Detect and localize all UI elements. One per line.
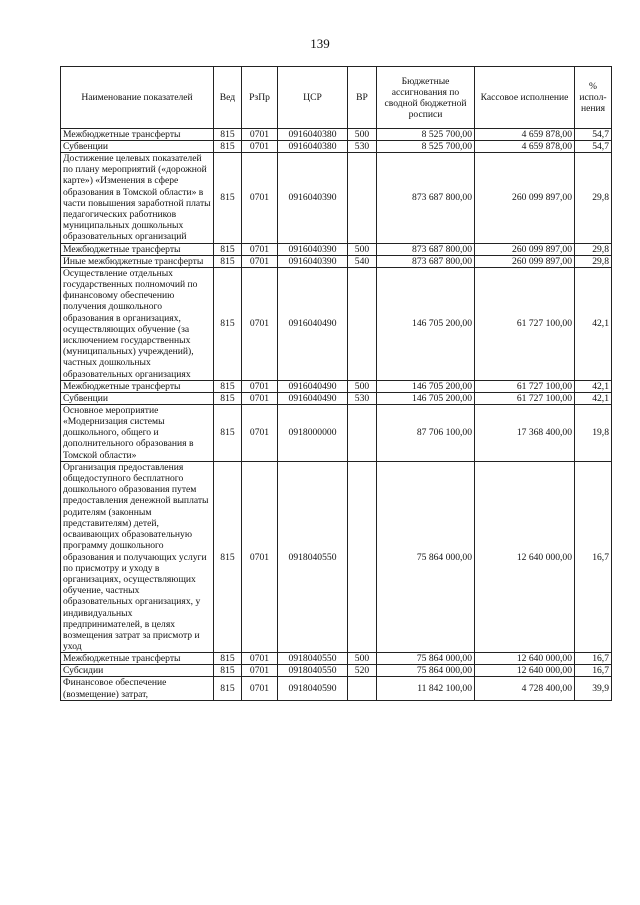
cell-vr	[348, 153, 377, 244]
cell-vr: 520	[348, 665, 377, 677]
cell-csr: 0916040390	[278, 153, 348, 244]
cell-csr: 0916040380	[278, 141, 348, 153]
cell-assign: 87 706 100,00	[377, 404, 475, 461]
cell-assign: 8 525 700,00	[377, 141, 475, 153]
cell-name: Иные межбюджетные трансферты	[61, 255, 214, 267]
cell-pct: 42,1	[575, 392, 612, 404]
cell-rzpr: 0701	[242, 243, 278, 255]
cell-cash: 260 099 897,00	[475, 255, 575, 267]
cell-rzpr: 0701	[242, 153, 278, 244]
cell-assign: 146 705 200,00	[377, 380, 475, 392]
cell-cash: 61 727 100,00	[475, 392, 575, 404]
cell-vr: 500	[348, 653, 377, 665]
cell-pct: 29,8	[575, 153, 612, 244]
table-row	[61, 653, 612, 665]
cell-assign: 873 687 800,00	[377, 243, 475, 255]
cell-cash: 4 728 400,00	[475, 677, 575, 700]
cell-vr: 530	[348, 141, 377, 153]
cell-pct: 16,7	[575, 665, 612, 677]
cell-pct: 19,8	[575, 404, 612, 461]
cell-cash: 12 640 000,00	[475, 665, 575, 677]
cell-rzpr: 0701	[242, 141, 278, 153]
cell-name: Финансовое обеспечение (возмещение) затрат,	[61, 677, 214, 700]
cell-name: Достижение целевых показателей по плану мероприятий («дорожной карте») «Изменения в сфере образования в Томской области» в части повышения заработной платы педагогических работников муниципальных дошкольных образовательных организаций	[61, 153, 214, 244]
cell-ved: 815	[214, 153, 242, 244]
cell-cash: 4 659 878,00	[475, 141, 575, 153]
cell-name: Субвенции	[61, 141, 214, 153]
cell-cash: 61 727 100,00	[475, 380, 575, 392]
table-row	[61, 380, 612, 392]
cell-vr	[348, 677, 377, 700]
cell-csr: 0916040380	[278, 129, 348, 141]
cell-ved: 815	[214, 404, 242, 461]
budget-table	[60, 66, 612, 701]
cell-name: Субсидии	[61, 665, 214, 677]
cell-vr: 500	[348, 129, 377, 141]
table-row	[61, 267, 612, 380]
table-row	[61, 153, 612, 244]
cell-pct: 29,8	[575, 255, 612, 267]
header-rzpr: РзПр	[242, 67, 278, 129]
table-row	[61, 677, 612, 700]
cell-rzpr: 0701	[242, 392, 278, 404]
cell-csr: 0918040590	[278, 677, 348, 700]
cell-csr: 0916040390	[278, 243, 348, 255]
cell-cash: 12 640 000,00	[475, 653, 575, 665]
cell-pct: 29,8	[575, 243, 612, 255]
cell-csr: 0916040390	[278, 255, 348, 267]
cell-name: Осуществление отдельных государственных полномочий по финансовому обеспечению получения дошкольного образования в организациях, осуществляющих обучение (за исключением государственных (муниципальных) учреждений), частных дошкольных образовательных организациях	[61, 267, 214, 380]
cell-name: Межбюджетные трансферты	[61, 129, 214, 141]
cell-cash: 260 099 897,00	[475, 243, 575, 255]
cell-name: Межбюджетные трансферты	[61, 653, 214, 665]
table-header-row	[61, 67, 612, 129]
cell-vr: 540	[348, 255, 377, 267]
cell-csr: 0918040550	[278, 461, 348, 652]
cell-csr: 0918000000	[278, 404, 348, 461]
cell-ved: 815	[214, 461, 242, 652]
cell-ved: 815	[214, 267, 242, 380]
cell-pct: 54,7	[575, 141, 612, 153]
cell-ved: 815	[214, 141, 242, 153]
cell-rzpr: 0701	[242, 653, 278, 665]
cell-pct: 42,1	[575, 267, 612, 380]
cell-vr	[348, 267, 377, 380]
cell-cash: 260 099 897,00	[475, 153, 575, 244]
table-row	[61, 392, 612, 404]
table-row	[61, 255, 612, 267]
cell-rzpr: 0701	[242, 267, 278, 380]
cell-csr: 0916040490	[278, 267, 348, 380]
header-pct: % испол-нения	[575, 67, 612, 129]
cell-ved: 815	[214, 255, 242, 267]
cell-csr: 0918040550	[278, 665, 348, 677]
cell-csr: 0916040490	[278, 392, 348, 404]
cell-name: Межбюджетные трансферты	[61, 243, 214, 255]
cell-rzpr: 0701	[242, 255, 278, 267]
cell-name: Основное мероприятие «Модернизация системы дошкольного, общего и дополнительного образования в Томской области»	[61, 404, 214, 461]
header-assign: Бюджетные ассигнования по сводной бюджетной росписи	[377, 67, 475, 129]
cell-pct: 42,1	[575, 380, 612, 392]
table-row	[61, 665, 612, 677]
cell-ved: 815	[214, 677, 242, 700]
cell-ved: 815	[214, 392, 242, 404]
cell-assign: 75 864 000,00	[377, 461, 475, 652]
cell-name: Субвенции	[61, 392, 214, 404]
cell-assign: 11 842 100,00	[377, 677, 475, 700]
cell-rzpr: 0701	[242, 380, 278, 392]
header-cash: Кассовое исполнение	[475, 67, 575, 129]
table-row	[61, 141, 612, 153]
cell-pct: 54,7	[575, 129, 612, 141]
cell-assign: 146 705 200,00	[377, 392, 475, 404]
table-row	[61, 404, 612, 461]
cell-pct: 39,9	[575, 677, 612, 700]
page-number: 139	[310, 36, 330, 51]
table-row	[61, 243, 612, 255]
cell-vr	[348, 404, 377, 461]
cell-rzpr: 0701	[242, 129, 278, 141]
cell-assign: 75 864 000,00	[377, 653, 475, 665]
cell-rzpr: 0701	[242, 404, 278, 461]
cell-cash: 12 640 000,00	[475, 461, 575, 652]
table-row	[61, 129, 612, 141]
cell-pct: 16,7	[575, 461, 612, 652]
cell-name: Организация предоставления общедоступного бесплатного дошкольного образования путем предоставления денежной выплаты родителям (законным представителям) детей, осваивающих образовательную программу дошкольного образования и получающих услуги по присмотру и уходу в организациях, осуществляющих обучение, частных образовательных организациях, у индивидуальных предпринимателей, в целях возмещения затрат за присмотр и уход	[61, 461, 214, 652]
cell-name: Межбюджетные трансферты	[61, 380, 214, 392]
cell-ved: 815	[214, 380, 242, 392]
header-csr: ЦСР	[278, 67, 348, 129]
cell-rzpr: 0701	[242, 461, 278, 652]
cell-ved: 815	[214, 665, 242, 677]
cell-assign: 8 525 700,00	[377, 129, 475, 141]
cell-assign: 873 687 800,00	[377, 255, 475, 267]
cell-vr: 500	[348, 380, 377, 392]
cell-cash: 61 727 100,00	[475, 267, 575, 380]
cell-assign: 146 705 200,00	[377, 267, 475, 380]
cell-vr: 530	[348, 392, 377, 404]
header-name: Наименование показателей	[61, 67, 214, 129]
table-row	[61, 461, 612, 652]
cell-vr: 500	[348, 243, 377, 255]
cell-rzpr: 0701	[242, 665, 278, 677]
cell-pct: 16,7	[575, 653, 612, 665]
cell-ved: 815	[214, 243, 242, 255]
cell-csr: 0916040490	[278, 380, 348, 392]
cell-ved: 815	[214, 129, 242, 141]
cell-csr: 0918040550	[278, 653, 348, 665]
cell-ved: 815	[214, 653, 242, 665]
header-ved: Вед	[214, 67, 242, 129]
cell-assign: 75 864 000,00	[377, 665, 475, 677]
cell-assign: 873 687 800,00	[377, 153, 475, 244]
cell-cash: 17 368 400,00	[475, 404, 575, 461]
cell-rzpr: 0701	[242, 677, 278, 700]
header-vr: ВР	[348, 67, 377, 129]
cell-cash: 4 659 878,00	[475, 129, 575, 141]
cell-vr	[348, 461, 377, 652]
